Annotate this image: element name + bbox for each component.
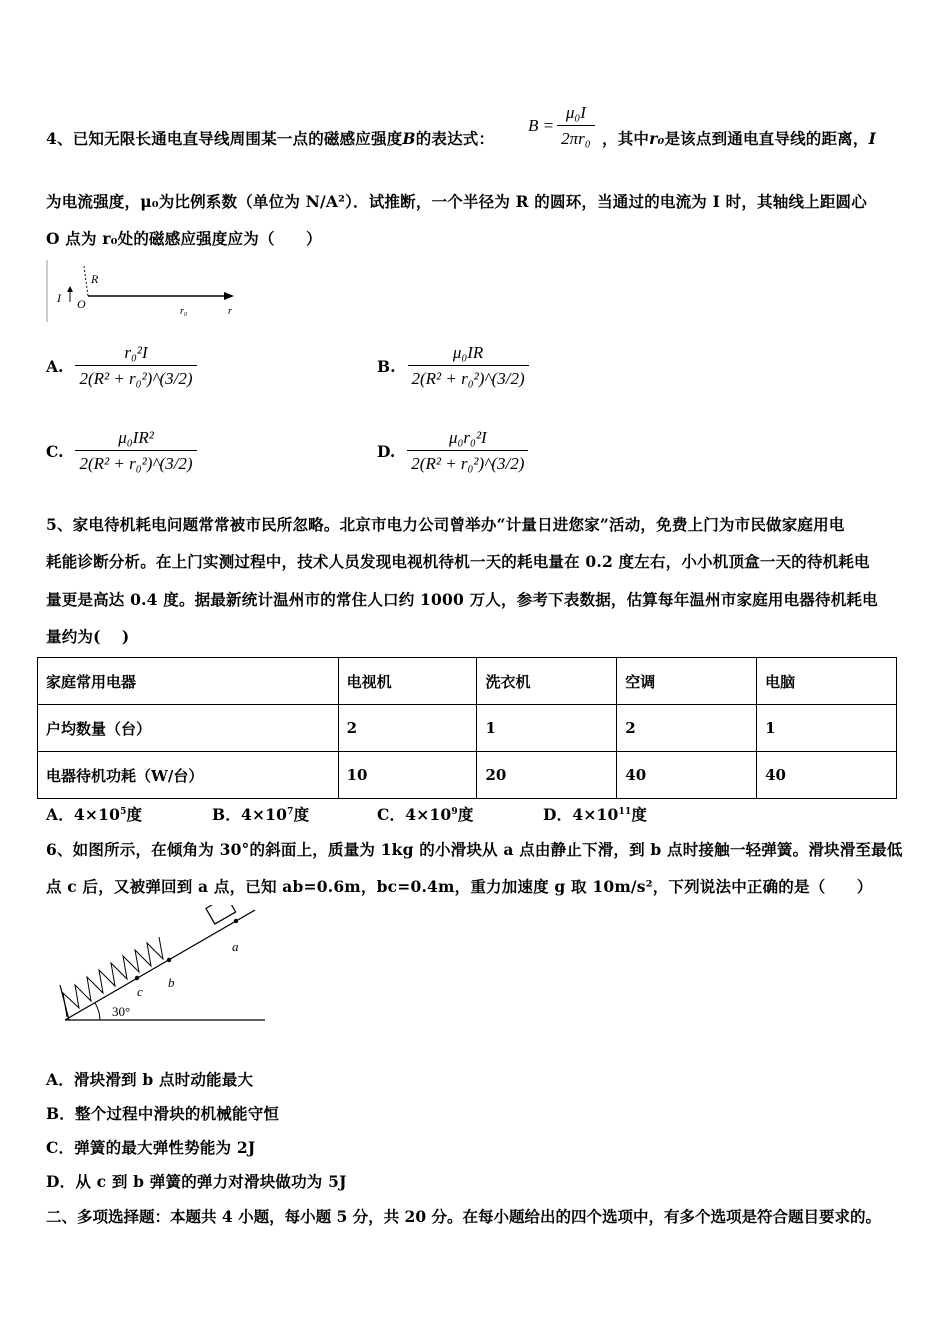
q5-option-b[interactable]: B．$4\times 10^7$度 xyxy=(212,805,310,824)
label-a: a xyxy=(232,939,239,954)
q5-line4: 量约为( ) xyxy=(46,627,130,646)
q4-option-d[interactable]: D. $\frac{\text{μ₀r₀²I}}{\text{2(R² + r₀²)\textasciicircum{}(3/2)}}$ xyxy=(377,428,528,474)
q6-option-b[interactable]: B．整个过程中滑块的机械能守恒 xyxy=(46,1104,280,1123)
table-row: 电器待机功耗（W/台） 10 20 40 40 xyxy=(38,752,897,799)
q5-line2: 耗能诊断分析。在上门实测过程中，技术人员发现电视机待机一天的耗电量在 0.2 度左右，小小机顶盒一天的待机耗电 xyxy=(46,552,870,571)
q4-number: 4、 xyxy=(46,129,73,148)
radius-line xyxy=(84,266,88,296)
section2-title: 二、多项选择题：本题共 4 小题，每小题 5 分，共 20 分。在每小题给出的四个选项中，有多个选项是符合题目要求的。 xyxy=(46,1207,882,1226)
q5-option-c[interactable]: C．$4\times 10^9$度 xyxy=(377,805,474,824)
q4-formula: B = $\frac{\text{μ₀I}}{\text{2πr₀}}$ xyxy=(528,103,595,149)
label-c: c xyxy=(137,984,143,999)
incline-line xyxy=(65,910,255,1020)
axis-arrow xyxy=(224,292,234,300)
table-row: 户均数量（台） 2 1 2 1 xyxy=(38,705,897,752)
q4-option-c[interactable]: C. $\frac{\text{μ₀IR²}}{\text{2(R² + r₀²)\textasciicircum{}(3/2)}}$ xyxy=(46,428,197,474)
q5-option-a[interactable]: A．$4\times 10^5$度 xyxy=(46,805,143,824)
label-r: r xyxy=(228,306,232,317)
q4-line1: 4、已知无限长通电直导线周围某一点的磁感应强度B的表达式： xyxy=(46,129,495,148)
label-b: b xyxy=(168,975,175,990)
q4-figure xyxy=(44,258,244,326)
label-r0: r₀ xyxy=(180,306,188,317)
label-angle: 30° xyxy=(112,1004,131,1019)
q6-option-c[interactable]: C．弹簧的最大弹性势能为 2J xyxy=(46,1138,256,1157)
q6-figure xyxy=(55,905,270,1025)
slider-block xyxy=(206,905,236,924)
q5-option-d[interactable]: D．$4\times 10^{11}$度 xyxy=(543,805,648,824)
q5-line3: 量更是高达 0.4 度。据最新统计温州市的常住人口约 1000 万人，参考下表数据，估算每年温州市家庭用电器待机耗电 xyxy=(46,590,878,609)
label-R: R xyxy=(91,272,99,286)
q5-line1: 5、家电待机耗电问题常常被市民所忽略。北京市电力公司曾举办“计量日进您家”活动，免费上门为市民做家庭用电 xyxy=(46,515,845,534)
table-header-row: 家庭常用电器 电视机 洗衣机 空调 电脑 xyxy=(38,658,897,705)
point-a xyxy=(234,919,238,923)
q4-line2: 为电流强度，μ₀为比例系数（单位为 N/A²）．试推断，一个半径为 R 的圆环，当通过的电流为 I 时，其轴线上距圆心 xyxy=(46,192,867,211)
point-c xyxy=(135,976,139,980)
q6-option-d[interactable]: D．从 c 到 b 弹簧的弹力对滑块做功为 5J xyxy=(46,1172,347,1191)
q5-table xyxy=(37,657,897,799)
label-O: O xyxy=(77,297,86,311)
q6-option-a[interactable]: A．滑块滑到 b 点时动能最大 xyxy=(46,1070,254,1089)
q6-line2: 点 c 后，又被弹回到 a 点，已知 ab=0.6m，bc=0.4m，重力加速度 g 取 10m/s²，下列说法中正确的是（ ） xyxy=(46,877,873,896)
point-b xyxy=(167,958,171,962)
label-I: I xyxy=(57,291,61,305)
q4-line3: O 点为 r₀处的磁感应强度应为（ ） xyxy=(46,229,322,248)
q4-option-b[interactable]: B. $\frac{\text{μ₀IR}}{\text{2(R² + r₀²)\textasciicircum{}(3/2)}}$ xyxy=(377,343,529,389)
q6-line1: 6、如图所示，在倾角为 30°的斜面上，质量为 1kg 的小滑块从 a 点由静止下滑，到 b 点时接触一轻弹簧。滑块滑至最低 xyxy=(46,840,903,859)
q4-option-a[interactable]: A. $\frac{\text{r₀²I}}{\text{2(R² + r₀²)\textasciicircum{}(3/2)}}$ xyxy=(46,343,197,389)
q4-line1-tail: ，其中r₀是该点到通电直导线的距离，I xyxy=(602,129,877,148)
